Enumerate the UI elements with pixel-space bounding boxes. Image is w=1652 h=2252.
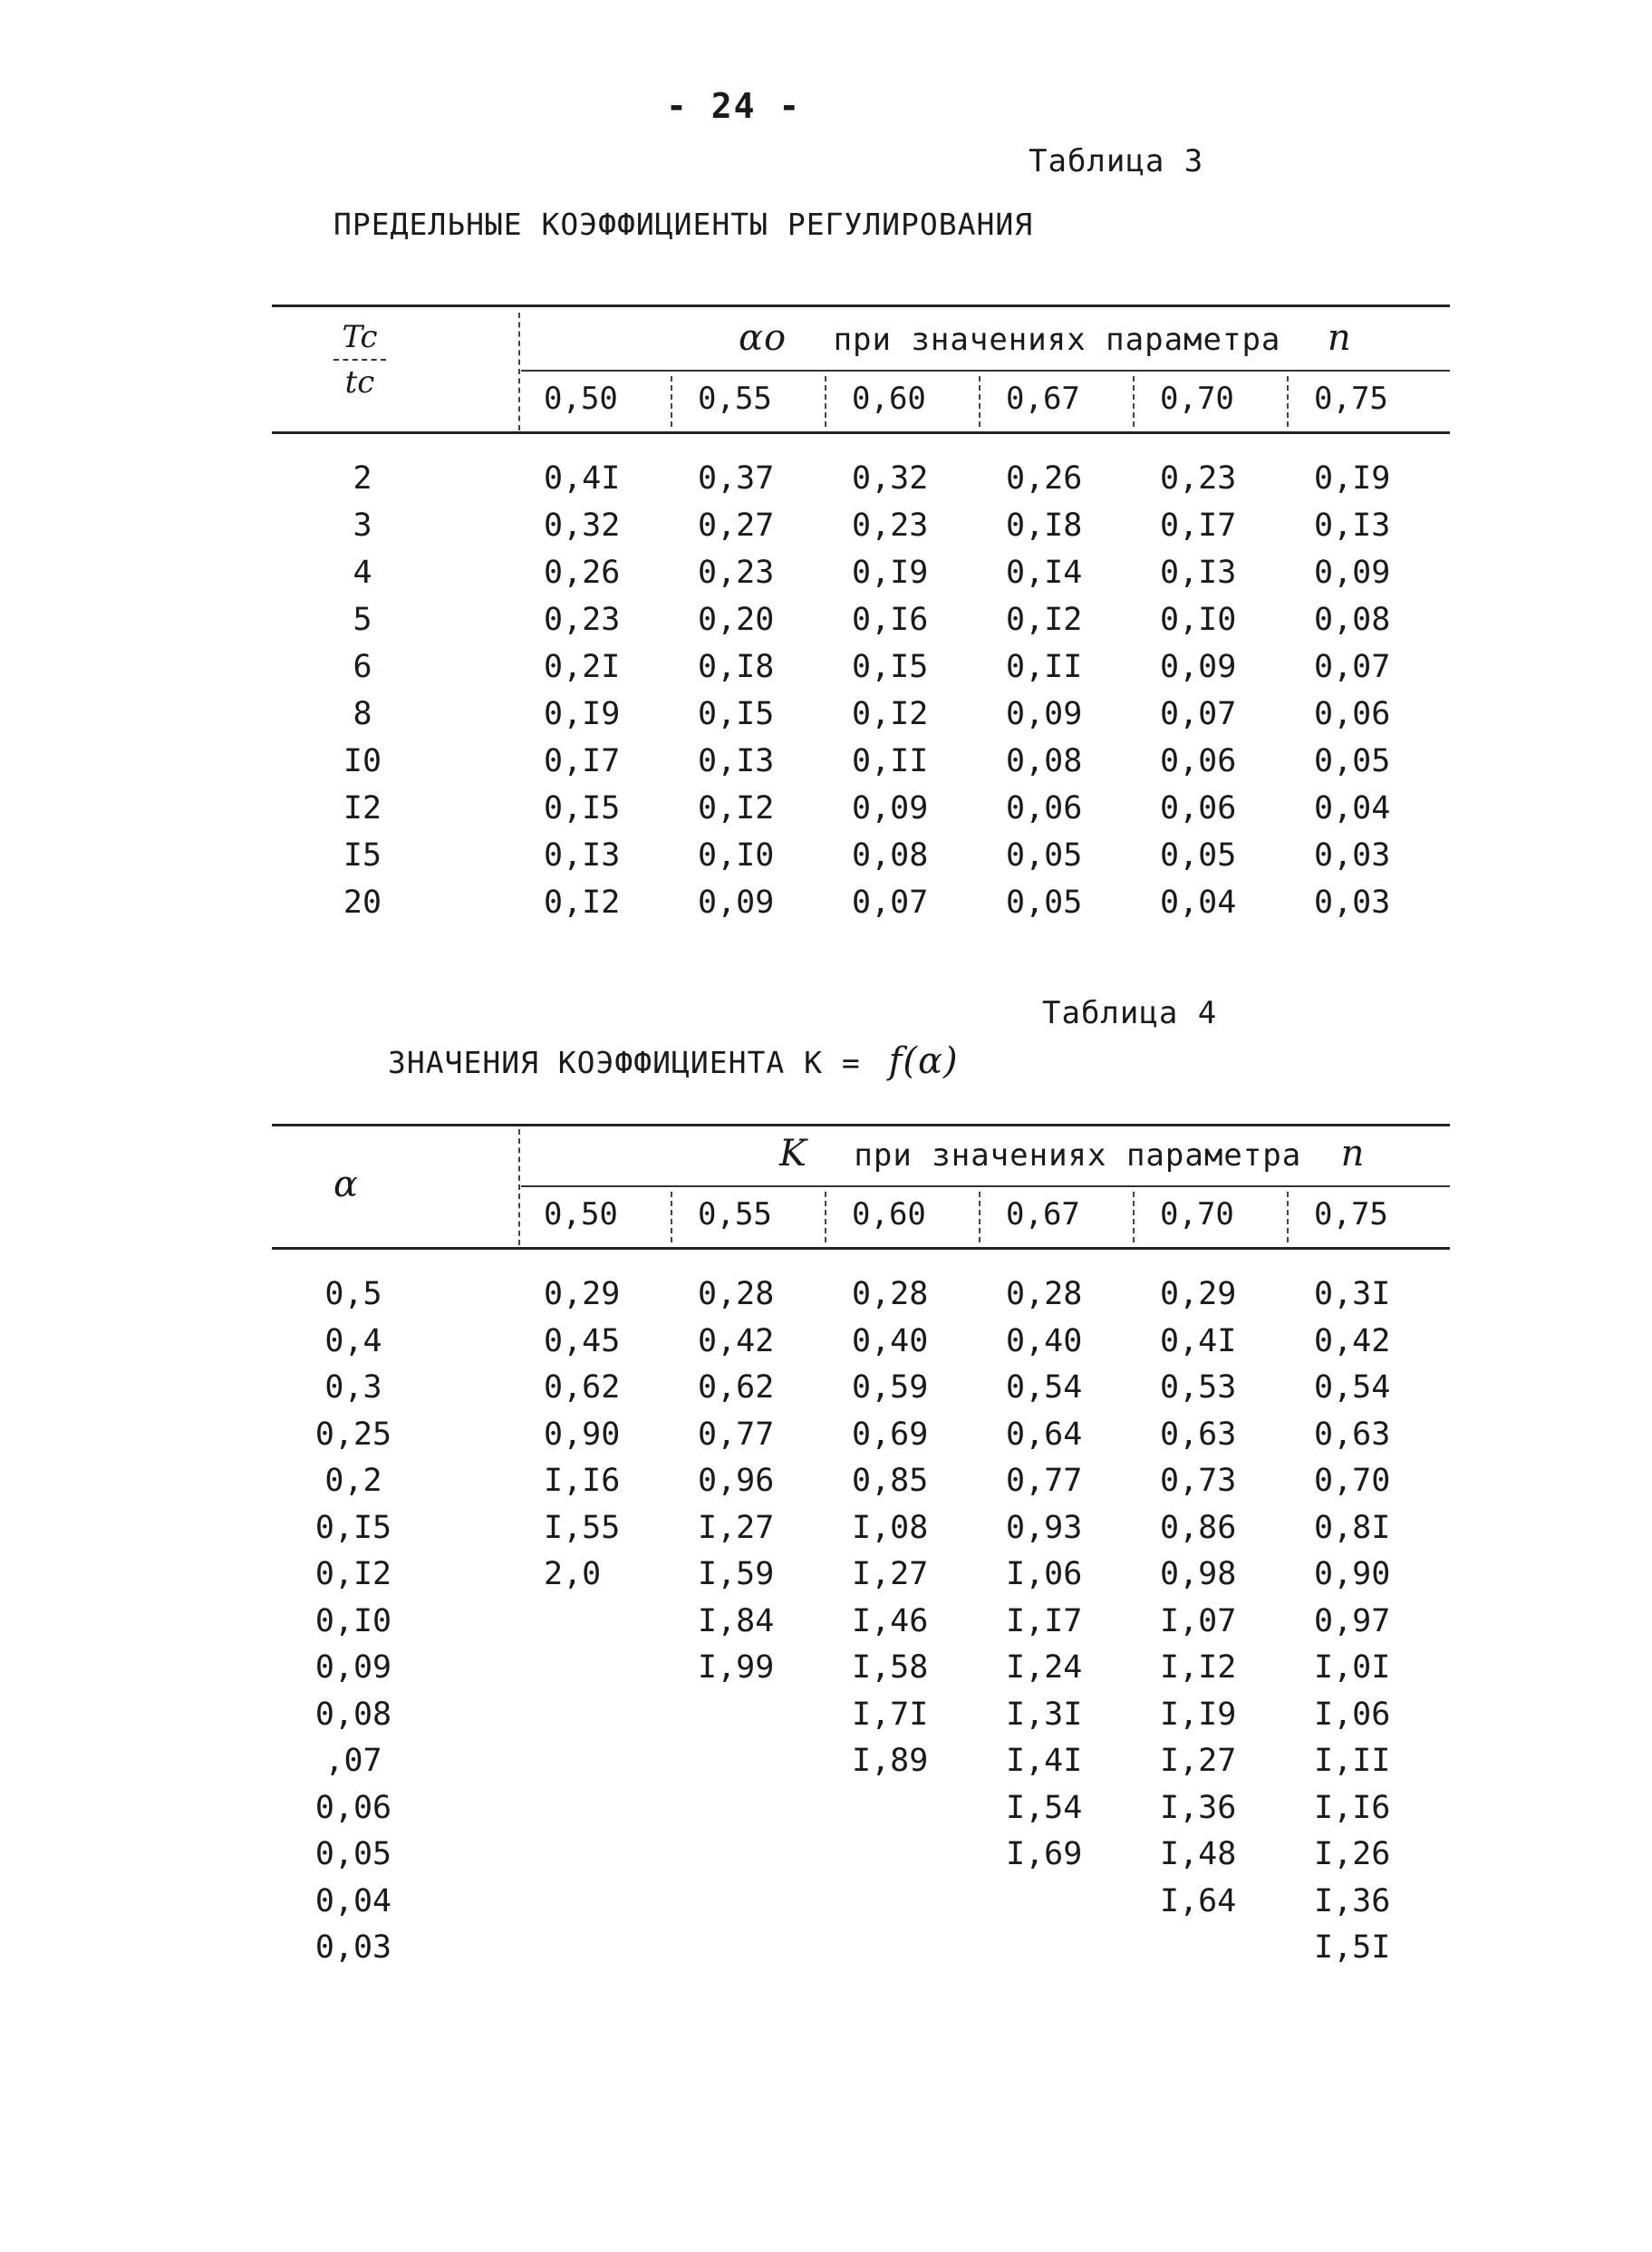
table3-row-key: I2 [343,790,382,826]
table4-header-divider [518,1129,520,1245]
table4-cell: 0,98 [1160,1556,1237,1592]
table4-title-text: ЗНАЧЕНИЯ КОЭФФИЦИЕНТА К = [388,1045,861,1080]
table4-cell: 0,73 [1160,1463,1237,1499]
table3-cell: 0,II [1006,649,1083,685]
table3-cell: 0,03 [1314,837,1391,874]
table4-cell: I,26 [1314,1836,1391,1872]
table3-cell: 0,I0 [1160,602,1237,638]
table3-cell: 0,05 [1160,837,1237,874]
table3-cell: 0,32 [544,507,621,544]
table4-col-header: 0,70 [1160,1196,1234,1232]
table4-cell: I,06 [1006,1556,1083,1592]
fraction-bar [333,359,386,361]
table4-cell: I,I7 [1006,1602,1083,1639]
table3-cell: 0,07 [1160,696,1237,732]
table3-cell: 0,09 [852,790,929,826]
table4-cell: I,64 [1160,1882,1237,1919]
table4-cell: I,08 [852,1509,929,1546]
table4-cell: 0,90 [544,1416,621,1453]
table4-cell: I,07 [1160,1602,1237,1639]
table3-cell: 0,I5 [544,790,621,826]
table4-col-header: 0,50 [544,1196,618,1232]
table3-top-rule [272,304,1450,307]
table4-row-key: 0,I2 [314,1556,392,1592]
table3-header-bottom-rule [272,431,1450,434]
table4-cell: I,27 [1160,1743,1237,1779]
table4-cell: 0,63 [1160,1416,1237,1453]
table4-cell: I,I6 [1314,1789,1391,1826]
table3-cell: 0,I2 [544,884,621,921]
table4-cell: I,27 [698,1509,775,1546]
table4-cell: 0,28 [1006,1276,1083,1312]
table4-cell: 0,93 [1006,1509,1083,1546]
table4-col-header: 0,60 [852,1196,926,1232]
table3-cell: 0,08 [852,837,929,874]
table4-cell: I,69 [1006,1836,1083,1872]
table3-row-label-denominator: tc [344,364,375,401]
table3-cell: 0,I9 [1314,460,1391,497]
table4-cell: I,II [1314,1743,1391,1779]
table4-cell: 0,63 [1314,1416,1391,1453]
table4-cell: I,36 [1314,1882,1391,1919]
table3-cell: 0,05 [1006,884,1083,921]
table4-cell: 0,62 [698,1369,775,1406]
table3-cell: 0,I2 [852,696,929,732]
table4-row-key: 0,I0 [314,1602,392,1639]
table3-col-header: 0,67 [1006,381,1080,417]
table4-cell: I,06 [1314,1696,1391,1733]
table4-col-header: 0,75 [1314,1196,1388,1232]
table4-param-text: при значениях параметра [854,1137,1302,1174]
table3-cell: 0,26 [544,555,621,591]
table4-cell: 0,70 [1314,1463,1391,1499]
table3-cell: 0,23 [1160,460,1237,497]
table4-cell: 0,42 [1314,1322,1391,1359]
table3-cell: 0,I6 [852,602,929,638]
table4-cell: 0,29 [544,1276,621,1312]
table3-cell: 0,II [852,743,929,779]
table4-cell: 0,42 [698,1322,775,1359]
table4-row-key: 0,08 [314,1696,392,1733]
table4-cell: 0,90 [1314,1556,1391,1592]
table4-cell: I,27 [852,1556,929,1592]
table3-col-header: 0,70 [1160,381,1234,417]
table4-title [388,1040,959,1082]
table3-cell: 0,I9 [852,555,929,591]
table3-col-header: 0,75 [1314,381,1388,417]
table3-cell: 0,I4 [1006,555,1083,591]
table3-col-header: 0,60 [852,381,926,417]
table4-row-key: 0,3 [324,1369,382,1406]
table3-row-label-numerator: Tc [342,319,378,355]
table3-col-header: 0,50 [544,381,618,417]
table4-caption: Таблица 4 [1042,995,1218,1031]
table3-param-text: при значениях параметра [833,322,1281,358]
table4-cell: I,84 [698,1602,775,1639]
table4-mid-rule [521,1185,1450,1187]
table3-cell: 0,08 [1314,602,1391,638]
table4-cell: I,89 [852,1743,929,1779]
table3-cell: 0,I2 [698,790,775,826]
table4-cell: 0,54 [1006,1369,1083,1406]
table4-cell: 0,85 [852,1463,929,1499]
table4-param-header [779,1133,1365,1174]
table4-cell: I,I6 [544,1463,621,1499]
table3-cell: 0,I0 [698,837,775,874]
table3-cell: 0,06 [1160,743,1237,779]
table3-row-key: I5 [343,837,382,874]
table4-cell: 0,28 [852,1276,929,1312]
table4-cell: 0,86 [1160,1509,1237,1546]
table3-cell: 0,07 [852,884,929,921]
table4-row-key: 0,4 [324,1322,382,1359]
table3-cell: 0,2I [544,649,621,685]
table3-row-key: 6 [353,649,372,685]
table4-cell: I,7I [852,1696,929,1733]
table3-cell: 0,23 [698,555,775,591]
table3-param-var: n [1327,317,1352,359]
table4-col-header: 0,67 [1006,1196,1080,1232]
table3-col-header: 0,55 [698,381,772,417]
table3-cell: 0,I9 [544,696,621,732]
table3-cell: 0,I5 [852,649,929,685]
table3-cell: 0,05 [1006,837,1083,874]
table4-row-key: 0,25 [314,1416,392,1453]
table4-row-key: 0,5 [324,1276,382,1312]
table4-header-bottom-rule [272,1247,1450,1250]
table4-row-key: 0,2 [324,1463,382,1499]
table4-cell: I,I2 [1160,1649,1237,1686]
table3-cell: 0,I8 [698,649,775,685]
table4-cell: 0,59 [852,1369,929,1406]
table4-cell: 0,62 [544,1369,621,1406]
table3-cell: 0,I3 [1160,555,1237,591]
table4-cell: I,0I [1314,1649,1391,1686]
table3-cell: 0,I3 [1314,507,1391,544]
table4-row-key: 0,03 [314,1929,392,1966]
table3-cell: 0,4I [544,460,621,497]
table3-caption: Таблица 3 [1029,143,1204,179]
table3-cell: 0,06 [1314,696,1391,732]
table3-row-key: 4 [353,555,372,591]
table4-title-formula: f(α) [888,1040,959,1082]
table3-cell: 0,04 [1314,790,1391,826]
table4-param-var: n [1340,1133,1366,1174]
table3-cell: 0,I8 [1006,507,1083,544]
table4-cell: I,54 [1006,1789,1083,1826]
table4-cell: 0,77 [698,1416,775,1453]
table4-col-header: 0,55 [698,1196,772,1232]
table3-cell: 0,I3 [544,837,621,874]
table3-cell: 0,23 [852,507,929,544]
table4-cell: I,I9 [1160,1696,1237,1733]
table4-cell: 0,4I [1160,1322,1237,1359]
table4-cell: 0,3I [1314,1276,1391,1312]
table3-cell: 0,26 [1006,460,1083,497]
table3-row-key: 8 [353,696,372,732]
table3-cell: 0,27 [698,507,775,544]
table3-cell: 0,I2 [1006,602,1083,638]
table4-cell: 0,40 [1006,1322,1083,1359]
table4-cell: 0,77 [1006,1463,1083,1499]
table4-row-label [333,1164,359,1205]
table3-param-header [739,317,1352,359]
table4-cell: 2,0 [544,1556,602,1592]
table4-cell: I,3I [1006,1696,1083,1733]
table4-cell: 0,40 [852,1322,929,1359]
table3-row-label [319,319,401,401]
table4-cell: 0,8I [1314,1509,1391,1546]
table3-cell: 0,09 [1314,555,1391,591]
table3-cell: 0,20 [698,602,775,638]
table3-cell: 0,07 [1314,649,1391,685]
table4-cell: I,24 [1006,1649,1083,1686]
table4-cell: I,48 [1160,1836,1237,1872]
table3-cell: 0,I7 [1160,507,1237,544]
alpha-symbol: αo [739,317,787,359]
table4-row-key: 0,09 [314,1649,392,1686]
table4-row-key: 0,05 [314,1836,392,1872]
table4-cell: 0,97 [1314,1602,1391,1639]
table4-top-rule [272,1124,1450,1126]
table3-cell: 0,03 [1314,884,1391,921]
table4-cell: I,36 [1160,1789,1237,1826]
table4-cell: 0,64 [1006,1416,1083,1453]
table4-cell: 0,96 [698,1463,775,1499]
table3-cell: 0,06 [1006,790,1083,826]
table4-cell: I,5I [1314,1929,1391,1966]
table4-cell: 0,53 [1160,1369,1237,1406]
table4-cell: 0,69 [852,1416,929,1453]
table4-cell: I,4I [1006,1743,1083,1779]
table3-cell: 0,09 [1160,649,1237,685]
table4-cell: I,99 [698,1649,775,1686]
table3-cell: 0,08 [1006,743,1083,779]
table3-cell: 0,05 [1314,743,1391,779]
table4-row-key: 0,I5 [314,1509,392,1546]
table3-row-key: 5 [353,602,372,638]
table3-cell: 0,09 [1006,696,1083,732]
table4-cell: 0,45 [544,1322,621,1359]
table4-cell: I,55 [544,1509,621,1546]
table3-cell: 0,32 [852,460,929,497]
table4-row-key: 0,06 [314,1789,392,1826]
table3-row-key: 3 [353,507,372,544]
table3-header-divider [518,313,520,430]
table3-cell: 0,04 [1160,884,1237,921]
table3-cell: 0,06 [1160,790,1237,826]
table4-cell: I,46 [852,1602,929,1639]
table3-cell: 0,I7 [544,743,621,779]
table3-cell: 0,37 [698,460,775,497]
table3-cell: 0,I3 [698,743,775,779]
table3-row-key: I0 [343,743,382,779]
table4-cell: I,58 [852,1649,929,1686]
table3-title: ПРЕДЕЛЬНЫЕ КОЭФФИЦИЕНТЫ РЕГУЛИРОВАНИЯ [333,207,1034,242]
table4-cell: 0,54 [1314,1369,1391,1406]
table3-row-key: 2 [353,460,372,497]
table3-cell: 0,23 [544,602,621,638]
table3-mid-rule [521,370,1450,372]
page-number: - 24 - [666,86,802,126]
alpha-symbol: α [333,1164,360,1205]
table3-cell: 0,09 [698,884,775,921]
table3-cell: 0,I5 [698,696,775,732]
table4-row-key: ,07 [324,1743,382,1779]
table4-cell: I,59 [698,1556,775,1592]
table4-cell: 0,28 [698,1276,775,1312]
k-symbol: K [779,1133,807,1174]
table3-row-key: 20 [343,884,382,921]
table4-cell: 0,29 [1160,1276,1237,1312]
table4-row-key: 0,04 [314,1882,392,1919]
